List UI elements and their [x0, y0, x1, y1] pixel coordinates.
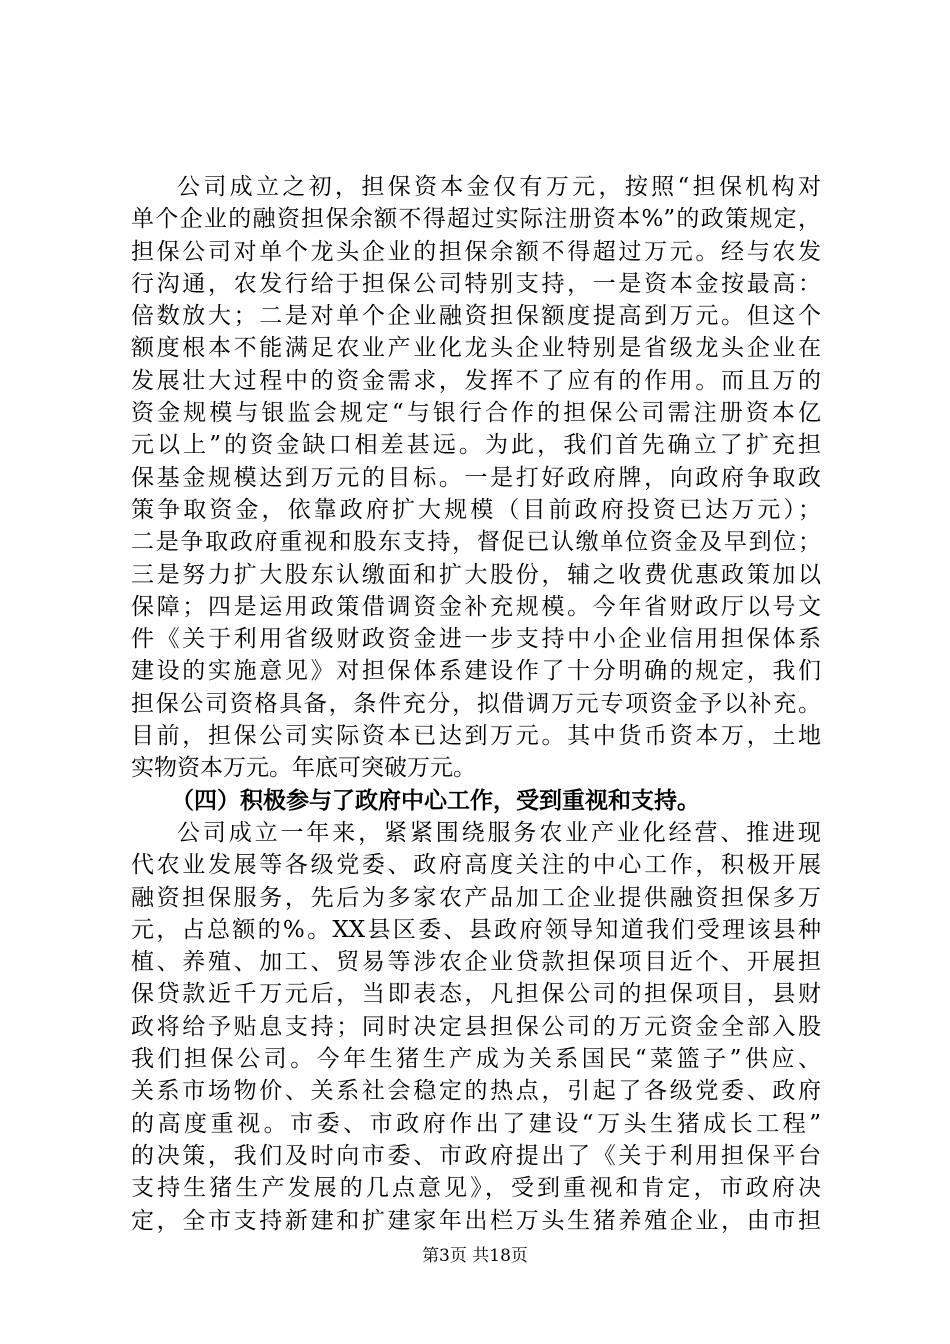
paragraph-line: 支持生猪生产发展的几点意见》，受到重视和肯定，市政府决	[131, 1175, 821, 1202]
paragraph-line: 定，全市支持新建和扩建家年出栏万头生猪养殖企业，由市担	[131, 1207, 821, 1234]
paragraph-line: 政将给予贴息支持；同时决定县担保公司的万元资金全部入股	[131, 1013, 821, 1040]
paragraph-line: 发展壮大过程中的资金需求，发挥不了应有的作用。而且万的	[131, 367, 821, 394]
paragraph-line: 植、养殖、加工、贸易等涉农企业贷款担保项目近个、开展担	[131, 949, 821, 976]
paragraph-line: 关系市场物价、关系社会稳定的热点，引起了各级党委、政府	[131, 1078, 821, 1105]
paragraph-line: 元以上”的资金缺口相差甚远。为此，我们首先确立了扩充担	[131, 432, 821, 459]
page-number: 第3页 共18页	[422, 1246, 528, 1266]
paragraph-line: 我们担保公司。今年生猪生产成为关系国民“菜篮子”供应、	[131, 1046, 821, 1073]
paragraph-line: 行沟通，农发行给于担保公司特别支持，一是资本金按最高：	[131, 270, 821, 297]
paragraph-line: 的高度重视。市委、市政府作出了建设“万头生猪成长工程”	[131, 1110, 821, 1137]
document-body	[131, 171, 821, 1237]
paragraph-line: 策争取资金，依靠政府扩大规模（目前政府投资已达万元）；	[131, 496, 821, 523]
paragraph-line: 代农业发展等各级党委、政府高度关注的中心工作，积极开展	[131, 852, 821, 879]
paragraph-line: 担保公司资格具备，条件充分，拟借调万元专项资金予以补充。	[131, 690, 821, 717]
paragraph-line: 倍数放大；二是对单个企业融资担保额度提高到万元。但这个	[131, 303, 821, 330]
paragraph-line: 二是争取政府重视和股东支持，督促已认缴单位资金及早到位；	[131, 529, 821, 556]
paragraph-line: 担保公司对单个龙头企业的担保余额不得超过万元。经与农发	[131, 238, 821, 265]
paragraph-line: 的决策，我们及时向市委、市政府提出了《关于利用担保平台	[131, 1142, 821, 1169]
paragraph-line: 件《关于利用省级财政资金进一步支持中小企业信用担保体系	[131, 626, 821, 653]
paragraph-line: 建设的实施意见》对担保体系建设作了十分明确的规定，我们	[131, 658, 821, 685]
paragraph-line: 元，占总额的%。XX县区委、县政府领导知道我们受理该县种	[131, 916, 821, 943]
paragraph-line: 额度根本不能满足农业产业化龙头企业特别是省级龙头企业在	[131, 335, 821, 362]
paragraph-line: 保障；四是运用政策借调资金补充规模。今年省财政厅以号文	[131, 593, 821, 620]
paragraph-line: 三是努力扩大股东认缴面和扩大股份，辅之收费优惠政策加以	[131, 561, 821, 588]
page-footer	[0, 1244, 950, 1268]
paragraph-line: 公司成立之初，担保资本金仅有万元，按照“担保机构对	[177, 174, 821, 200]
paragraph-line: 融资担保服务，先后为多家农产品加工企业提供融资担保多万	[131, 884, 821, 911]
paragraph-line: 实物资本万元。年底可突破万元。	[131, 755, 476, 782]
section-heading: （四）积极参与了政府中心工作，受到重视和支持。	[171, 787, 700, 814]
paragraph-line: 保贷款近千万元后，当即表态，凡担保公司的担保项目，县财	[131, 981, 821, 1008]
paragraph-line: 目前，担保公司实际资本已达到万元。其中货币资本万，土地	[131, 723, 821, 750]
paragraph-line: 保基金规模达到万元的目标。一是打好政府牌，向政府争取政	[131, 464, 821, 491]
paragraph-line: 资金规模与银监会规定“与银行合作的担保公司需注册资本亿	[131, 400, 821, 427]
paragraph-line: 公司成立一年来，紧紧围绕服务农业产业化经营、推进现	[177, 819, 821, 846]
paragraph-line: 单个企业的融资担保余额不得超过实际注册资本%”的政策规定，	[131, 206, 821, 233]
